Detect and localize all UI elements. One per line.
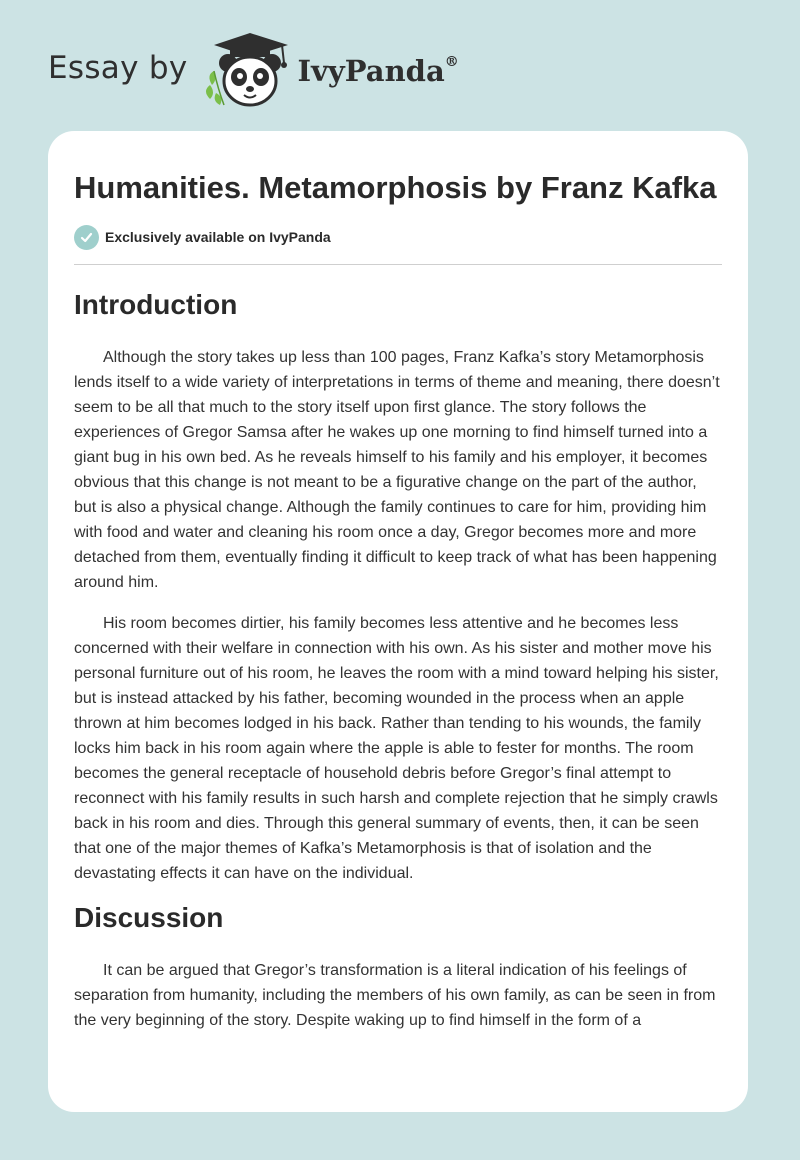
registered-mark: ® (444, 54, 459, 71)
section-heading-discussion: Discussion (74, 902, 224, 933)
paragraph: Although the story takes up less than 100 pages, Franz Kafka’s story Metamorphosis lends itself to a wide variety of interpretations in terms of theme and meaning, there doesn’t seem to be all that much to the story itself upon first glance. The story follows the experiences of Gregor Samsa after he wakes up one morning to find himself turned into a giant bug in his own bed. As he reveals himself to his family and his employer, it becomes obvious that this change is not meant to be a figurative change on the part of the author, but is also a physical change. Although the family continues to care for him, providing him with food and water and cleaning his room once a day, Gregor becomes more and more detached from them, eventually finding it difficult to keep track of what has been happening around him. (74, 349, 720, 591)
section-heading-introduction: Introduction (74, 289, 238, 320)
ivypanda-logo-link[interactable] (204, 31, 459, 109)
site-header (48, 30, 459, 110)
exclusive-label: Exclusively available on IvyPanda (105, 229, 331, 245)
exclusive-notice (74, 223, 722, 251)
essay-by-label: Essay by (48, 50, 188, 86)
panda-logo-icon (204, 31, 296, 109)
paragraph: His room becomes dirtier, his family becomes less attentive and he becomes less concerned with their welfare in connection with his own. As his sister and mother move his personal furniture out of his room, he leaves the room with a mind toward helping his sister, but is instead attacked by his father, becoming wounded in the process when an apple thrown at him becomes lodged in his back. Rather than tending to his wounds, the family locks him back in his room again where the apple is able to fester for months. The room becomes the general receptacle of household debris before Gregor’s final attempt to reconnect with his family results in such harsh and complete rejection that he simply crawls back in his room and dies. Through this general summary of events, then, it can be seen that one of the major themes of Kafka’s Metamorphosis is that of isolation and the devastating effects it can have on the individual. (74, 615, 719, 882)
brand-name (298, 54, 459, 88)
page-title: Humanities. Metamorphosis by Franz Kafka (74, 170, 717, 205)
paragraph: It can be argued that Gregor’s transformation is a literal indication of his feelings of separation from humanity, including the members of his own family, as can be seen in from the very beginning of the story. Despite waking up to find himself in the form of a (74, 962, 716, 1029)
check-badge (74, 225, 99, 250)
brand-text: IvyPanda (297, 54, 445, 88)
title-divider (74, 264, 722, 265)
essay-card (48, 131, 748, 1112)
check-icon (80, 231, 93, 244)
